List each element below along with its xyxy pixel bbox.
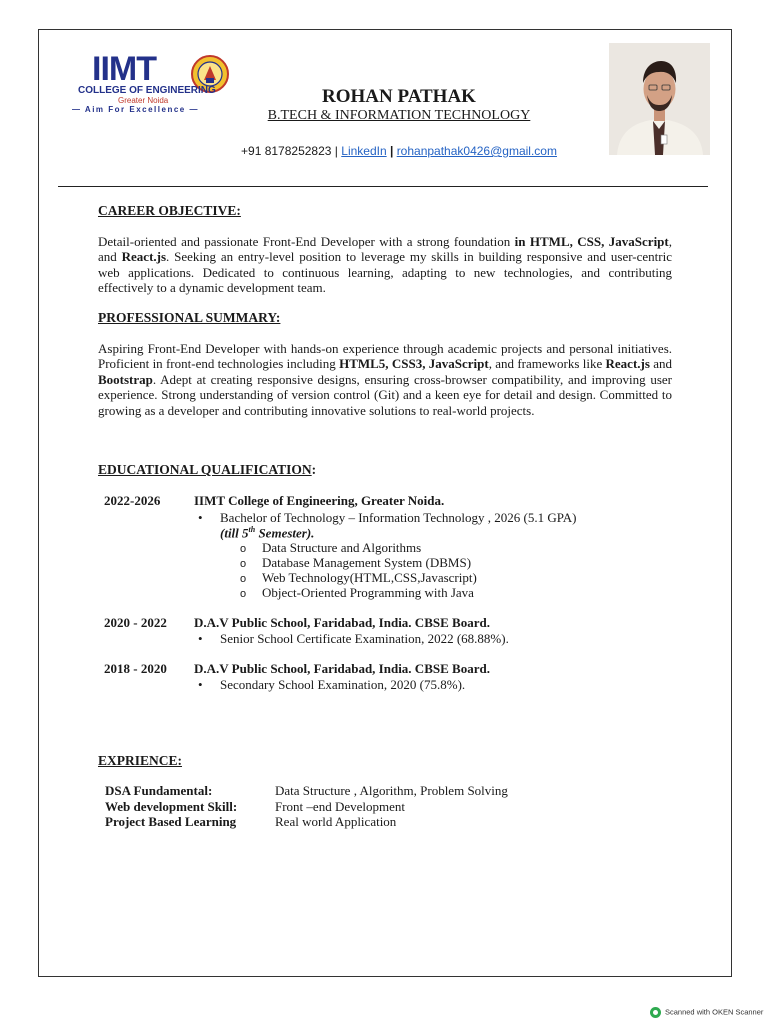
education-detail <box>198 631 509 647</box>
subject-text: Object-Oriented Programming with Java <box>262 585 474 600</box>
candidate-name-text: ROHAN PATHAK <box>322 86 476 107</box>
text-run: Detail-oriented and passionate Front-End Developer with a strong foundation <box>98 234 515 249</box>
sub-marker: o <box>240 573 247 585</box>
email-link[interactable]: rohanpathak0426@gmail.com <box>396 144 557 158</box>
text-run: . Seeking an entry-level position to leverage my skills in building responsive and user-centric web applications. Dedicated to continuous learning, adapting to new technologies, and contributing effectively to a dynamic development team. <box>98 249 672 296</box>
scanner-text: Scanned with OKEN Scanner <box>665 1007 764 1017</box>
text-run-bold: Bootstrap <box>98 371 153 387</box>
text-run-bold: React.js <box>605 356 650 372</box>
phone-number: +91 8178252823 <box>241 144 332 158</box>
education-institution: D.A.V Public School, Faridabad, India. CBSE Board. <box>194 615 490 630</box>
profile-photo <box>609 43 710 155</box>
education-detail-text: Senior School Certificate Examination, 2022 (68.88%). <box>220 631 509 646</box>
logo-tagline: — Aim For Excellence — <box>72 105 199 114</box>
logo-city: Greater Noida <box>118 96 169 105</box>
education-years: 2018 - 2020 <box>104 661 167 676</box>
subject-item <box>240 570 477 586</box>
note-superscript: th <box>248 525 256 534</box>
bullet-marker: • <box>198 677 203 692</box>
bullet-marker: • <box>198 510 203 525</box>
semester-note <box>220 525 314 541</box>
sub-marker: o <box>240 588 247 600</box>
text-run-bold: React.js <box>121 249 167 265</box>
text-run: and <box>649 356 672 372</box>
note-text: Semester). <box>255 525 315 541</box>
education-detail <box>198 677 465 693</box>
text-run: Aspiring Front-End Developer with hands-on experience through academic projects and personal initiatives. Proficient in front-end technologies including <box>98 341 672 372</box>
education-detail-text: Secondary School Examination, 2020 (75.8%). <box>220 677 466 692</box>
education-detail-text: Bachelor of Technology – Information Technology , 2026 (5.1 GPA) <box>220 510 577 525</box>
experience-value: Data Structure , Algorithm, Problem Solving <box>275 783 508 798</box>
text-run: . Adept at creating responsive designs, ensuring cross-browser compatibility, and improving user experience. Strong understanding of version control (Git) and a keen eye for detail and design. Committed to growing as a developer and contributing innovative solutions to real-world projects. <box>98 371 672 418</box>
education-years: 2022-2026 <box>104 493 161 508</box>
contact-separator: | <box>389 144 394 158</box>
experience-label: DSA Fundamental: <box>105 783 213 798</box>
sub-marker: o <box>240 558 247 570</box>
text-run: , and <box>98 234 672 265</box>
text-run-bold: HTML5, CSS3, JavaScript <box>339 356 489 372</box>
experience-value: Front –end Development <box>275 799 405 814</box>
subject-item <box>240 585 474 601</box>
professional-summary-heading: PROFESSIONAL SUMMARY: <box>98 310 281 325</box>
experience-label: Web development Skill: <box>105 799 238 814</box>
experience-label: Project Based Learning <box>105 814 237 829</box>
subject-text: Data Structure and Algorithms <box>262 540 422 555</box>
logo-subtitle: COLLEGE OF ENGINEERING <box>78 85 216 96</box>
education-institution: D.A.V Public School, Faridabad, India. CBSE Board. <box>194 661 490 676</box>
education-detail <box>198 510 576 526</box>
logo-title: IIMT <box>92 50 156 88</box>
scanner-logo-icon <box>650 1007 661 1018</box>
bullet-marker: • <box>198 631 203 646</box>
subject-text: Web Technology(HTML,CSS,Javascript) <box>262 570 477 585</box>
text-run-bold: in HTML, CSS, JavaScript <box>514 234 669 249</box>
subject-item <box>240 540 421 556</box>
text-run: , and frameworks like <box>488 356 606 372</box>
scanner-watermark <box>650 1007 763 1018</box>
experience-heading: EXPRIENCE: <box>98 753 183 768</box>
contact-separator: | <box>334 144 338 158</box>
header-divider <box>58 186 708 187</box>
education-years: 2020 - 2022 <box>104 615 167 630</box>
career-objective-text <box>98 234 672 296</box>
subject-text: Database Management System (DBMS) <box>262 555 472 570</box>
professional-summary-text <box>98 341 672 418</box>
education-heading-colon: : <box>311 462 317 477</box>
subject-item <box>240 555 471 571</box>
education-institution: IIMT College of Engineering, Greater Noida. <box>194 493 445 508</box>
sub-marker: o <box>240 543 247 555</box>
linkedin-link[interactable]: LinkedIn <box>341 144 387 158</box>
career-objective-heading: CAREER OBJECTIVE: <box>98 203 241 218</box>
candidate-degree: B.TECH & INFORMATION TECHNOLOGY <box>267 108 531 123</box>
education-heading-text: EDUCATIONAL QUALIFICATION <box>98 462 312 477</box>
note-text: (till 5 <box>220 525 249 541</box>
experience-value: Real world Application <box>275 814 397 829</box>
education-heading <box>98 462 316 478</box>
